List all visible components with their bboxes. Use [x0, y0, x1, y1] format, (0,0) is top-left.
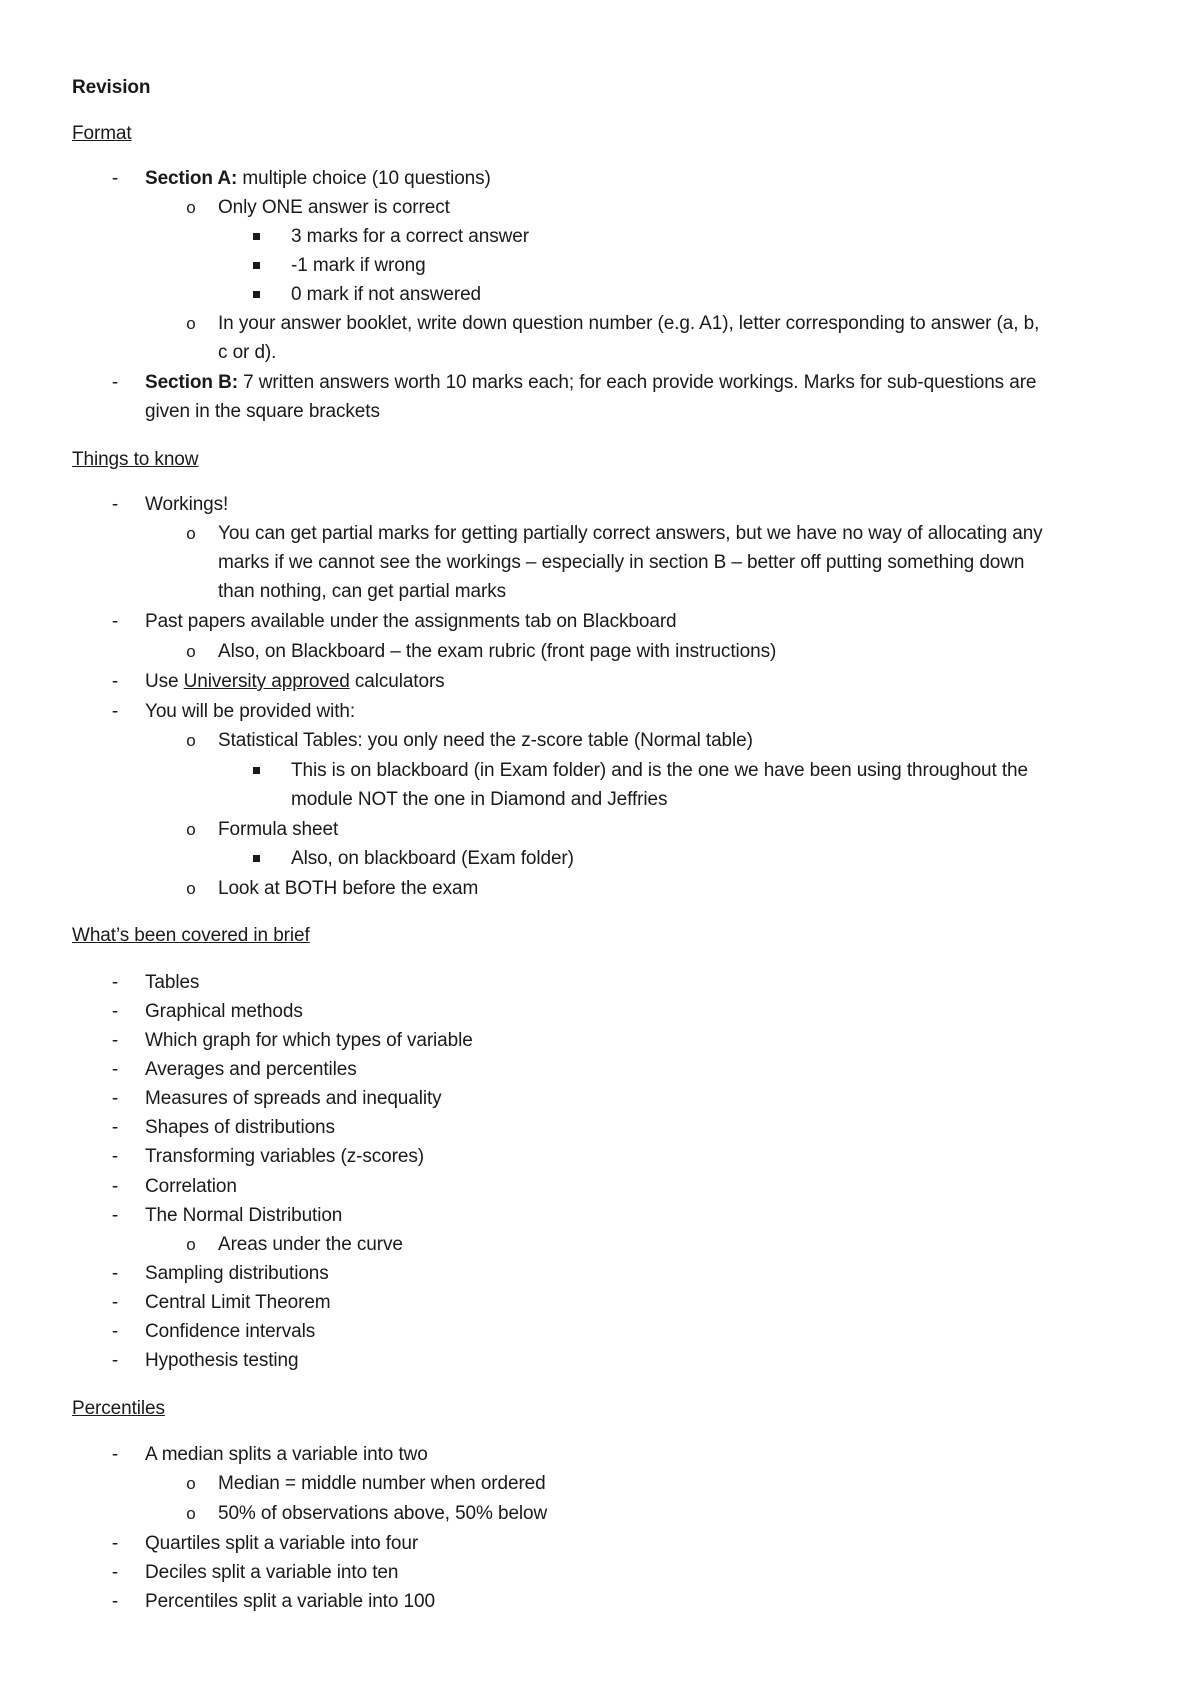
past-papers-item: Past papers available under the assignments tab on Blackboard: [145, 611, 677, 632]
dash-bullet: -: [111, 701, 119, 722]
dash-bullet: -: [111, 1292, 119, 1313]
dash-bullet: -: [111, 1176, 119, 1197]
formula-note-item: Also, on blackboard (Exam folder): [291, 848, 574, 869]
covered-item: Sampling distributions: [145, 1263, 329, 1284]
partial-line-1: You can get partial marks for getting partially correct answers, but we have no way of allocating any: [218, 523, 1043, 544]
circle-bullet: o: [186, 1474, 196, 1493]
circle-bullet: o: [186, 879, 196, 898]
deciles-item: Deciles split a variable into ten: [145, 1562, 399, 1583]
percentiles-heading: Percentiles: [72, 1398, 165, 1419]
circle-bullet: o: [186, 524, 196, 543]
section-b-line-2: given in the square brackets: [145, 401, 380, 422]
dash-bullet: -: [111, 671, 119, 692]
stat-note-line-2: module NOT the one in Diamond and Jeffries: [291, 789, 668, 810]
section-a-label: Section A:: [145, 168, 238, 189]
section-a-item: [145, 164, 491, 193]
dash-bullet: -: [111, 1030, 119, 1051]
formula-item: Formula sheet: [218, 819, 339, 840]
circle-bullet: o: [186, 198, 196, 217]
covered-item: Shapes of distributions: [145, 1117, 335, 1138]
dash-bullet: -: [111, 1059, 119, 1080]
look-both-item: Look at BOTH before the exam: [218, 878, 479, 899]
square-bullet-row: [0, 280, 300, 309]
booklet-line-2: c or d).: [218, 342, 277, 363]
circle-bullet: o: [186, 820, 196, 839]
covered-heading: What’s been covered in brief: [72, 925, 310, 946]
square-bullet: [253, 233, 260, 240]
marks-correct-item: 3 marks for a correct answer: [291, 226, 529, 247]
page-title: Revision: [72, 77, 151, 98]
dash-bullet: -: [111, 1263, 119, 1284]
provided-item: You will be provided with:: [145, 701, 356, 722]
covered-item: Correlation: [145, 1176, 237, 1197]
calculators-item: [145, 667, 445, 696]
median-item: A median splits a variable into two: [145, 1444, 428, 1465]
square-bullet: [253, 855, 260, 862]
section-a-text: multiple choice (10 questions): [237, 168, 491, 189]
covered-item: Tables: [145, 972, 200, 993]
dash-bullet: -: [111, 372, 119, 393]
square-bullet-row: [0, 844, 300, 873]
dash-bullet: -: [111, 1088, 119, 1109]
percentiles-item: Percentiles split a variable into 100: [145, 1591, 435, 1612]
square-bullet: [253, 291, 260, 298]
circle-bullet: o: [186, 1235, 196, 1254]
square-bullet: [253, 262, 260, 269]
covered-item: Central Limit Theorem: [145, 1292, 331, 1313]
section-b-item: [145, 368, 1036, 397]
things-heading: Things to know: [72, 449, 199, 470]
circle-bullet: o: [186, 731, 196, 750]
partial-line-3: than nothing, can get partial marks: [218, 581, 507, 602]
dash-bullet: -: [111, 1146, 119, 1167]
dash-bullet: -: [111, 168, 119, 189]
dash-bullet: -: [111, 1562, 119, 1583]
median-sub-1: Median = middle number when ordered: [218, 1473, 546, 1494]
circle-bullet: o: [186, 314, 196, 333]
use-suffix: calculators: [349, 671, 445, 692]
marks-wrong-item: -1 mark if wrong: [291, 255, 426, 276]
partial-line-2: marks if we cannot see the workings – especially in section B – better off putting something down: [218, 552, 1025, 573]
quartiles-item: Quartiles split a variable into four: [145, 1533, 419, 1554]
university-approved: University approved: [183, 671, 350, 692]
only-one-item: Only ONE answer is correct: [218, 197, 450, 218]
circle-bullet: o: [186, 1504, 196, 1523]
circle-bullet: o: [186, 642, 196, 661]
covered-item: Graphical methods: [145, 1001, 303, 1022]
dash-bullet: -: [111, 1321, 119, 1342]
rubric-item: Also, on Blackboard – the exam rubric (front page with instructions): [218, 641, 777, 662]
square-bullet-row: [0, 222, 300, 251]
marks-none-item: 0 mark if not answered: [291, 284, 481, 305]
booklet-line-1: In your answer booklet, write down question number (e.g. A1), letter corresponding to answer (a, b,: [218, 313, 1040, 334]
normal-sub-item: Areas under the curve: [218, 1234, 403, 1255]
dash-bullet: -: [111, 1205, 119, 1226]
median-sub-2: 50% of observations above, 50% below: [218, 1503, 548, 1524]
dash-bullet: -: [111, 972, 119, 993]
square-bullet-row: [0, 756, 300, 785]
covered-item: Confidence intervals: [145, 1321, 316, 1342]
dash-bullet: -: [111, 494, 119, 515]
use-prefix: Use: [145, 671, 184, 692]
stat-tables-item: Statistical Tables: you only need the z-score table (Normal table): [218, 730, 753, 751]
dash-bullet: -: [111, 1444, 119, 1465]
dash-bullet: -: [111, 611, 119, 632]
format-heading: Format: [72, 123, 132, 144]
dash-bullet: -: [111, 1117, 119, 1138]
section-b-text: 7 written answers worth 10 marks each; for each provide workings. Marks for sub-questions are: [237, 372, 1037, 393]
covered-item: Hypothesis testing: [145, 1350, 299, 1371]
square-bullet: [253, 767, 260, 774]
covered-item: Measures of spreads and inequality: [145, 1088, 442, 1109]
square-bullet-row: [0, 251, 300, 280]
dash-bullet: -: [111, 1350, 119, 1371]
dash-bullet: -: [111, 1533, 119, 1554]
stat-note-line-1: This is on blackboard (in Exam folder) and is the one we have been using throughout the: [291, 760, 1028, 781]
section-b-label: Section B:: [145, 372, 238, 393]
covered-item: Averages and percentiles: [145, 1059, 357, 1080]
covered-item: Which graph for which types of variable: [145, 1030, 473, 1051]
dash-bullet: -: [111, 1591, 119, 1612]
covered-item: Transforming variables (z-scores): [145, 1146, 424, 1167]
dash-bullet: -: [111, 1001, 119, 1022]
workings-item: Workings!: [145, 494, 229, 515]
covered-item: The Normal Distribution: [145, 1205, 343, 1226]
